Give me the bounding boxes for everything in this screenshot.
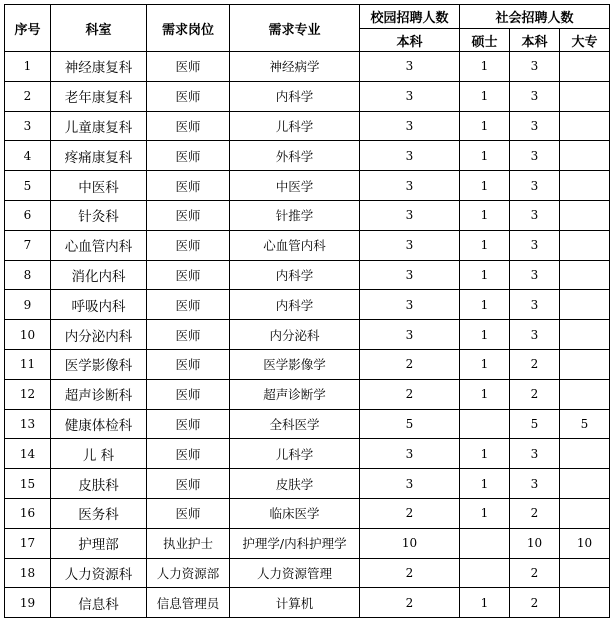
cell-major: 皮肤学 [230, 469, 360, 499]
cell-social-master: 1 [460, 498, 510, 528]
cell-dept: 儿 科 [51, 439, 147, 469]
cell-dept: 消化内科 [51, 260, 147, 290]
cell-campus-bachelor: 10 [360, 528, 460, 558]
cell-social-master: 1 [460, 230, 510, 260]
cell-post: 医师 [147, 349, 230, 379]
cell-social-bachelor: 3 [510, 469, 560, 499]
cell-seq: 6 [5, 200, 51, 230]
header-social-master: 硕士 [460, 29, 510, 52]
cell-dept: 皮肤科 [51, 469, 147, 499]
cell-major: 内科学 [230, 260, 360, 290]
cell-dept: 儿童康复科 [51, 111, 147, 141]
cell-post: 医师 [147, 469, 230, 499]
cell-seq: 8 [5, 260, 51, 290]
cell-seq: 10 [5, 320, 51, 350]
cell-post: 医师 [147, 320, 230, 350]
header-campus-bachelor: 本科 [360, 29, 460, 52]
table-body [5, 52, 610, 618]
cell-campus-bachelor: 3 [360, 81, 460, 111]
cell-social-master [460, 528, 510, 558]
cell-social-bachelor: 3 [510, 81, 560, 111]
cell-dept: 健康体检科 [51, 409, 147, 439]
cell-dept: 护理部 [51, 528, 147, 558]
header-social: 社会招聘人数 [460, 5, 610, 29]
header-major: 需求专业 [230, 5, 360, 52]
cell-post: 医师 [147, 81, 230, 111]
cell-post: 医师 [147, 260, 230, 290]
cell-campus-bachelor: 2 [360, 588, 460, 618]
cell-dept: 中医科 [51, 171, 147, 201]
cell-post: 医师 [147, 290, 230, 320]
cell-social-bachelor: 10 [510, 528, 560, 558]
cell-social-master: 1 [460, 439, 510, 469]
table-row [5, 141, 610, 171]
cell-social-college [560, 52, 610, 82]
table-row [5, 200, 610, 230]
cell-social-bachelor: 3 [510, 52, 560, 82]
cell-social-bachelor: 3 [510, 260, 560, 290]
cell-campus-bachelor: 3 [360, 141, 460, 171]
cell-social-college [560, 379, 610, 409]
cell-social-bachelor: 2 [510, 379, 560, 409]
cell-social-master: 1 [460, 349, 510, 379]
cell-major: 医学影像学 [230, 349, 360, 379]
header-social-bachelor: 本科 [510, 29, 560, 52]
table-row [5, 528, 610, 558]
cell-seq: 4 [5, 141, 51, 171]
table-row [5, 81, 610, 111]
cell-social-bachelor: 5 [510, 409, 560, 439]
cell-seq: 14 [5, 439, 51, 469]
cell-social-master: 1 [460, 588, 510, 618]
header-seq: 序号 [5, 5, 51, 52]
cell-campus-bachelor: 3 [360, 260, 460, 290]
cell-dept: 内分泌内科 [51, 320, 147, 350]
cell-dept: 心血管内科 [51, 230, 147, 260]
cell-seq: 19 [5, 588, 51, 618]
cell-social-bachelor: 3 [510, 439, 560, 469]
cell-major: 全科医学 [230, 409, 360, 439]
table-row [5, 498, 610, 528]
cell-major: 儿科学 [230, 111, 360, 141]
cell-campus-bachelor: 3 [360, 111, 460, 141]
table-row [5, 558, 610, 588]
cell-major: 心血管内科 [230, 230, 360, 260]
cell-campus-bachelor: 3 [360, 290, 460, 320]
cell-social-college [560, 260, 610, 290]
cell-social-master: 1 [460, 200, 510, 230]
cell-social-college: 5 [560, 409, 610, 439]
cell-campus-bachelor: 3 [360, 439, 460, 469]
cell-social-college: 10 [560, 528, 610, 558]
cell-social-bachelor: 2 [510, 498, 560, 528]
cell-social-master: 1 [460, 469, 510, 499]
cell-post: 医师 [147, 171, 230, 201]
table-row [5, 171, 610, 201]
cell-social-college [560, 81, 610, 111]
cell-social-bachelor: 2 [510, 588, 560, 618]
table-row [5, 409, 610, 439]
cell-social-college [560, 588, 610, 618]
cell-social-master: 1 [460, 260, 510, 290]
cell-campus-bachelor: 3 [360, 200, 460, 230]
cell-major: 内分泌科 [230, 320, 360, 350]
cell-major: 内科学 [230, 290, 360, 320]
cell-major: 儿科学 [230, 439, 360, 469]
cell-seq: 7 [5, 230, 51, 260]
cell-campus-bachelor: 3 [360, 320, 460, 350]
cell-social-master: 1 [460, 81, 510, 111]
cell-social-bachelor: 3 [510, 171, 560, 201]
cell-seq: 3 [5, 111, 51, 141]
cell-dept: 神经康复科 [51, 52, 147, 82]
cell-major: 神经病学 [230, 52, 360, 82]
cell-social-college [560, 498, 610, 528]
cell-dept: 老年康复科 [51, 81, 147, 111]
cell-major: 临床医学 [230, 498, 360, 528]
cell-major: 护理学/内科护理学 [230, 528, 360, 558]
cell-dept: 针灸科 [51, 200, 147, 230]
table-row [5, 379, 610, 409]
cell-major: 针推学 [230, 200, 360, 230]
cell-seq: 15 [5, 469, 51, 499]
cell-post: 医师 [147, 230, 230, 260]
cell-social-college [560, 230, 610, 260]
table-row [5, 588, 610, 618]
cell-social-college [560, 469, 610, 499]
cell-dept: 医务科 [51, 498, 147, 528]
cell-social-college [560, 349, 610, 379]
cell-dept: 超声诊断科 [51, 379, 147, 409]
cell-social-master: 1 [460, 171, 510, 201]
table-row [5, 230, 610, 260]
table-row [5, 260, 610, 290]
cell-social-bachelor: 3 [510, 111, 560, 141]
cell-seq: 16 [5, 498, 51, 528]
cell-dept: 疼痛康复科 [51, 141, 147, 171]
cell-campus-bachelor: 3 [360, 52, 460, 82]
cell-major: 计算机 [230, 588, 360, 618]
cell-campus-bachelor: 2 [360, 498, 460, 528]
cell-social-college [560, 141, 610, 171]
cell-campus-bachelor: 3 [360, 171, 460, 201]
cell-social-bachelor: 2 [510, 558, 560, 588]
cell-campus-bachelor: 3 [360, 230, 460, 260]
cell-seq: 17 [5, 528, 51, 558]
cell-major: 外科学 [230, 141, 360, 171]
cell-seq: 9 [5, 290, 51, 320]
cell-dept: 医学影像科 [51, 349, 147, 379]
header-campus: 校园招聘人数 [360, 5, 460, 29]
cell-post: 信息管理员 [147, 588, 230, 618]
cell-major: 内科学 [230, 81, 360, 111]
cell-post: 医师 [147, 52, 230, 82]
cell-dept: 呼吸内科 [51, 290, 147, 320]
cell-social-college [560, 320, 610, 350]
cell-social-master: 1 [460, 379, 510, 409]
cell-seq: 18 [5, 558, 51, 588]
header-dept: 科室 [51, 5, 147, 52]
cell-social-college [560, 439, 610, 469]
table-row [5, 320, 610, 350]
cell-social-master: 1 [460, 290, 510, 320]
cell-dept: 人力资源科 [51, 558, 147, 588]
cell-social-master: 1 [460, 111, 510, 141]
cell-social-master: 1 [460, 320, 510, 350]
cell-seq: 13 [5, 409, 51, 439]
table-row [5, 439, 610, 469]
cell-social-bachelor: 3 [510, 320, 560, 350]
cell-post: 医师 [147, 200, 230, 230]
cell-seq: 5 [5, 171, 51, 201]
cell-campus-bachelor: 2 [360, 349, 460, 379]
table-row [5, 290, 610, 320]
cell-seq: 12 [5, 379, 51, 409]
cell-seq: 11 [5, 349, 51, 379]
cell-social-college [560, 558, 610, 588]
cell-social-master [460, 558, 510, 588]
cell-dept: 信息科 [51, 588, 147, 618]
cell-seq: 1 [5, 52, 51, 82]
table-row [5, 111, 610, 141]
cell-post: 人力资源部 [147, 558, 230, 588]
cell-social-bachelor: 3 [510, 290, 560, 320]
cell-post: 医师 [147, 141, 230, 171]
cell-social-college [560, 111, 610, 141]
cell-post: 医师 [147, 379, 230, 409]
cell-post: 医师 [147, 498, 230, 528]
table-row [5, 52, 610, 82]
cell-major: 人力资源管理 [230, 558, 360, 588]
cell-post: 医师 [147, 111, 230, 141]
cell-post: 医师 [147, 409, 230, 439]
header-social-college: 大专 [560, 29, 610, 52]
cell-social-bachelor: 3 [510, 200, 560, 230]
table-row [5, 469, 610, 499]
cell-major: 中医学 [230, 171, 360, 201]
cell-social-bachelor: 3 [510, 230, 560, 260]
cell-campus-bachelor: 5 [360, 409, 460, 439]
cell-social-master: 1 [460, 52, 510, 82]
cell-social-college [560, 200, 610, 230]
cell-campus-bachelor: 3 [360, 469, 460, 499]
cell-post: 医师 [147, 439, 230, 469]
cell-social-college [560, 171, 610, 201]
cell-campus-bachelor: 2 [360, 558, 460, 588]
cell-seq: 2 [5, 81, 51, 111]
cell-social-master [460, 409, 510, 439]
cell-social-bachelor: 3 [510, 141, 560, 171]
cell-campus-bachelor: 2 [360, 379, 460, 409]
cell-social-bachelor: 2 [510, 349, 560, 379]
header-post: 需求岗位 [147, 5, 230, 52]
cell-social-master: 1 [460, 141, 510, 171]
table-row [5, 349, 610, 379]
cell-post: 执业护士 [147, 528, 230, 558]
cell-social-college [560, 290, 610, 320]
cell-major: 超声诊断学 [230, 379, 360, 409]
recruitment-table [4, 4, 610, 618]
